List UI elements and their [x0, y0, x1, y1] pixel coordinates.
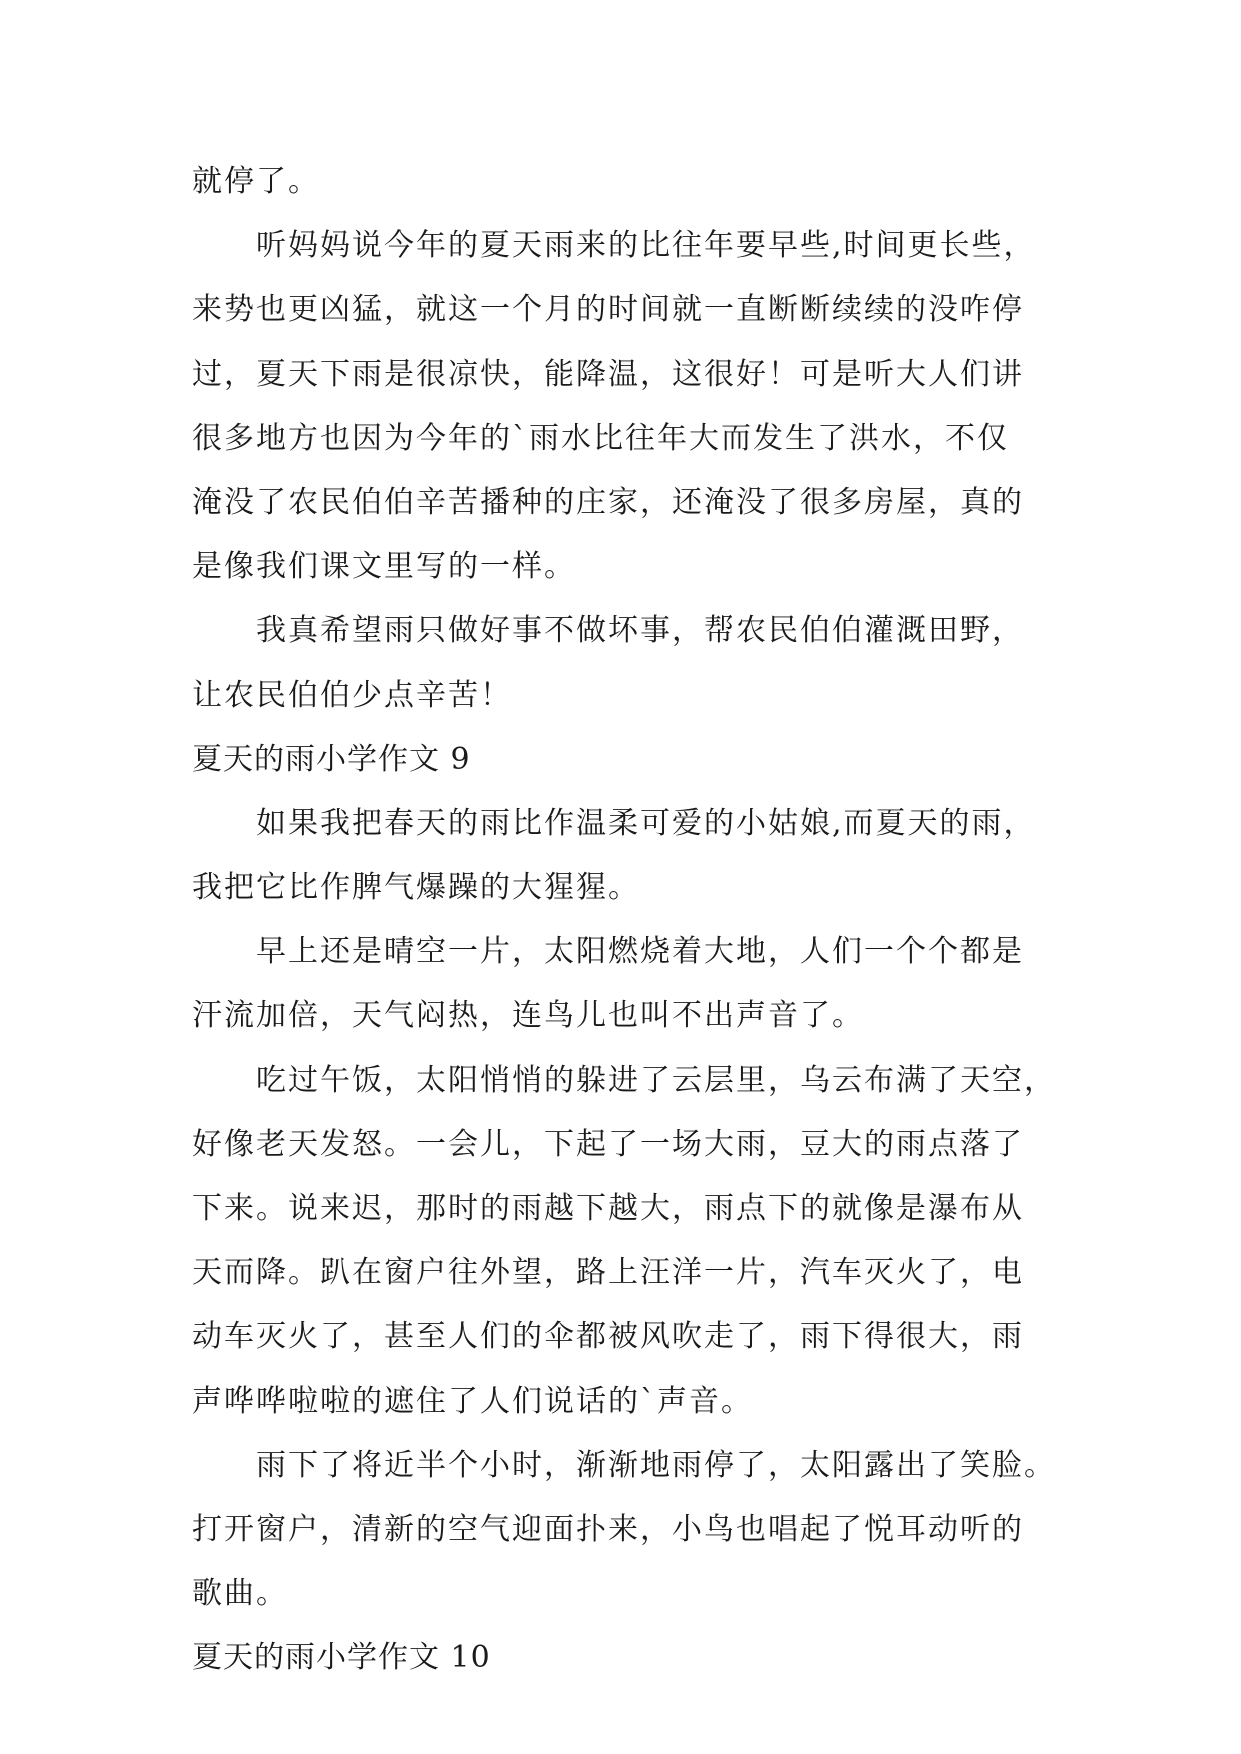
section-heading: 夏天的雨小学作文 10 — [192, 1640, 491, 1676]
text-line: 吃过午饭，太阳悄悄的躲进了云层里，乌云布满了天空， — [256, 1062, 1056, 1098]
text-line: 我真希望雨只做好事不做坏事，帮农民伯伯灌溉田野， — [256, 613, 1024, 649]
text-line: 我把它比作脾气爆躁的大猩猩。 — [192, 870, 640, 906]
text-line: 汗流加倍，天气闷热，连鸟儿也叫不出声音了。 — [192, 998, 864, 1034]
text-line: 好像老天发怒。一会儿，下起了一场大雨，豆大的雨点落了 — [192, 1126, 1024, 1162]
text-line: 是像我们课文里写的一样。 — [192, 549, 576, 585]
text-line: 过，夏天下雨是很凉快，能降温，这很好！可是听大人们讲 — [192, 356, 1024, 392]
text-line: 来势也更凶猛，就这一个月的时间就一直断断续续的没咋停 — [192, 292, 1024, 328]
text-line: 淹没了农民伯伯辛苦播种的庄家，还淹没了很多房屋，真的 — [192, 484, 1024, 520]
text-line: 雨下了将近半个小时，渐渐地雨停了，太阳露出了笑脸。 — [256, 1447, 1056, 1483]
text-line: 早上还是晴空一片，太阳燃烧着大地，人们一个个都是 — [256, 934, 1024, 970]
text-line: 声哗哗啦啦的遮住了人们说话的`声音。 — [192, 1383, 753, 1419]
document-body — [192, 150, 1072, 1691]
text-line: 很多地方也因为今年的`雨水比往年大而发生了洪水，不仅 — [192, 420, 1009, 456]
text-line: 打开窗户，清新的空气迎面扑来，小鸟也唱起了悦耳动听的 — [192, 1511, 1024, 1547]
text-line: 动车灭火了，甚至人们的伞都被风吹走了，雨下得很大，雨 — [192, 1319, 1024, 1355]
text-line: 听妈妈说今年的夏天雨来的比往年要早些,时间更长些， — [256, 228, 1036, 264]
text-line: 下来。说来迟，那时的雨越下越大，雨点下的就像是瀑布从 — [192, 1191, 1024, 1226]
text-line: 天而降。趴在窗户往外望，路上汪洋一片，汽车灭火了，电 — [192, 1255, 1024, 1291]
text-line: 歌曲。 — [192, 1576, 288, 1612]
section-heading: 夏天的雨小学作文 9 — [192, 741, 471, 777]
text-line: 让农民伯伯少点辛苦！ — [192, 677, 512, 713]
text-line: 就停了。 — [192, 164, 320, 199]
text-line: 如果我把春天的雨比作温柔可爱的小姑娘,而夏天的雨， — [256, 805, 1036, 841]
